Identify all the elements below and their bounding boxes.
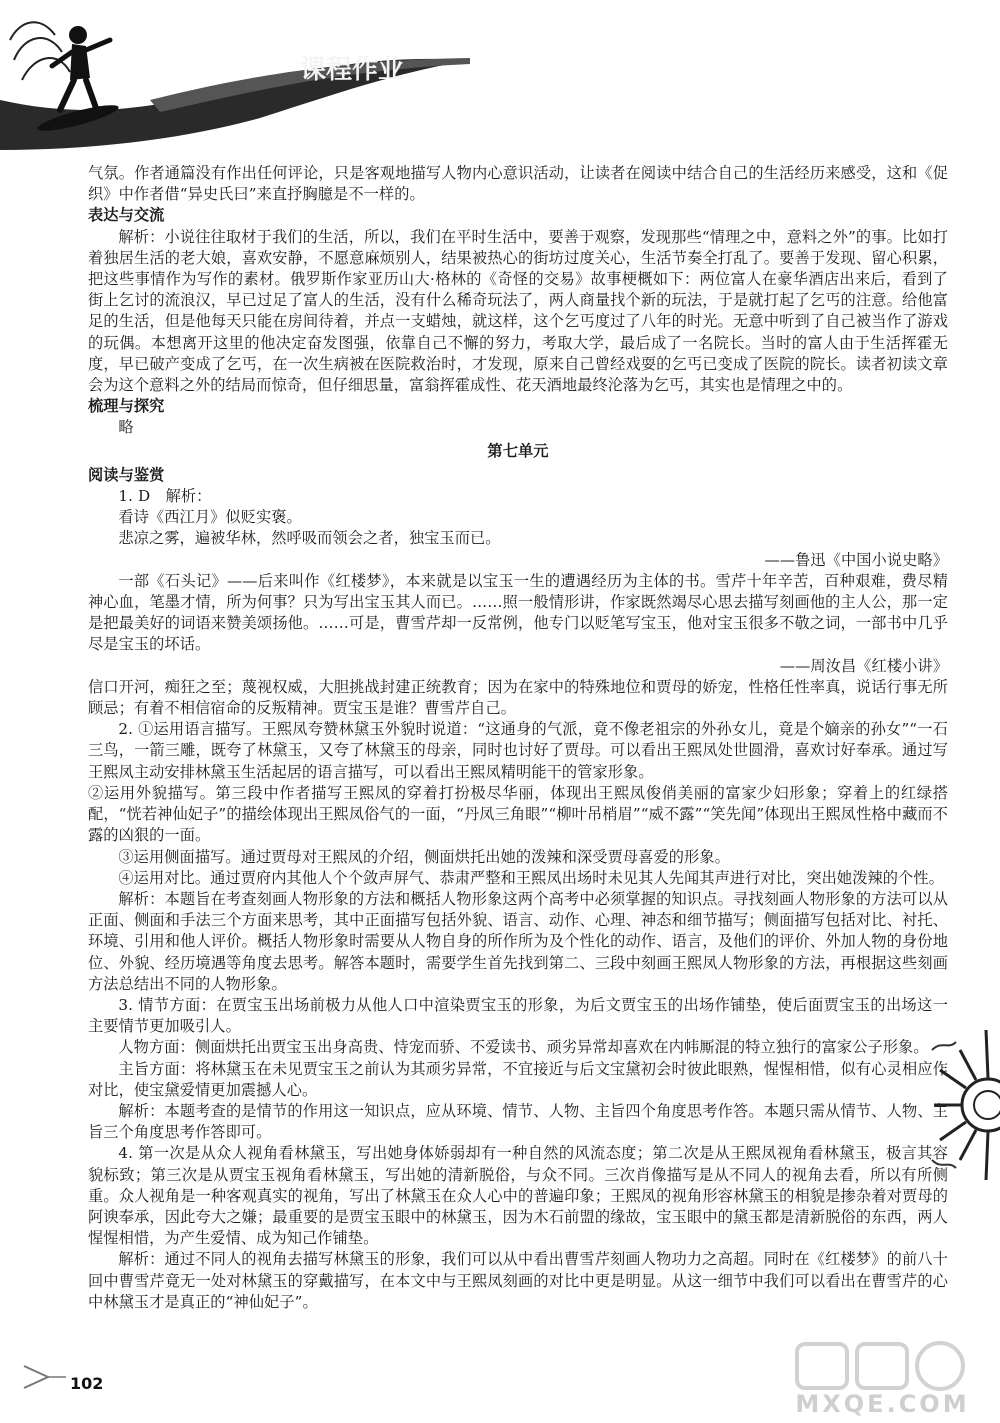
watermark-text: MXQE.COM — [795, 1390, 970, 1418]
q2-part-2: ②运用外貌描写。第三段中作者描写王熙凤的穿着打扮极尽华丽，体现出王熙凤俊俏美丽的富家少妇形象；穿着上的红绿搭配，“恍若神仙妃子”的描绘体现出王熙凤俗气的一面，“丹凤三角眼”“柳叶吊梢眉”“威不露”“笑先闻”体现出王熙凤性格中藏而不露的凶狠的一面。 — [88, 783, 948, 845]
q4-part-1: 4. 第一次是从众人视角看林黛玉，写出她身体娇弱却有一种自然的风流态度；第二次是从王熙凤视角看林黛玉，极言其容貌标致；第三次是从贾宝玉视角看林黛玉，写出她的清新脱俗，与众不同。三次肖像描写是从不同人的视角去看，所以有所侧重。众人视角是一种客观真实的视角，写出了林黛玉在众人心中的普遍印象；王熙凤的视角形容林黛玉的相貌是掺杂着对贾母的阿谀奉承，因此夸大之嫌；最重要的是贾宝玉眼中的林黛玉，因为木石前盟的缘故，宝玉眼中的黛玉都是清新脱俗的东西，两人惺惺相惜，为产生爱情、成为知己作铺垫。 — [88, 1144, 948, 1248]
expression-analysis: 解析：小说往往取材于我们的生活，所以，我们在平时生活中，要善于观察，发现那些“情理之中，意料之外”的事。比如打着独居生活的老大娘，喜欢安静，不愿意麻烦别人，结果被热心的街坊过度关心，生活节奏全打乱了。要善于发现、留心积累，把这些事情作为写作的素材。俄罗斯作家亚历山大·格林的《奇怪的交易》故事梗概如下：两位富人在豪华酒店出来后，看到了街上乞讨的流浪汉，早已过足了富人的生活，没有什么稀奇玩法了，两人商量找个新的玩法，于是就打起了乞丐的注意。给他富足的生活，但是他每天只能在房间待着，并点一支蜡烛，就这样，这个乞丐度过了八年的时光。无意中听到了自己被当作了游戏的玩偶。本想离开这里的他决定奋发图强，依靠自己不懈的努力，考取大学，最后成了一名院长。当时的富人由于生活挥霍无度，早已破产变成了乞丐，在一次生病被在医院救治时，才发现，原来自己曾经戏耍的乞丐已变成了医院的院长。读者初读文章会为这个意料之外的结局而惊奇，但仔细思量，富翁挥霍成性、花天酒地最终沦落为乞丐，其实也是情理之中的。 — [88, 227, 948, 395]
watermark-logo — [795, 1340, 970, 1392]
q3-part-2: 人物方面：侧面烘托出贾宝玉出身高贵、恃宠而骄、不爱读书、顽劣异常却喜欢在内帏厮混的特立独行的富家公子形象。 — [118, 1038, 929, 1057]
q4-analysis: 解析：通过不同人的视角去描写林黛玉的形象，我们可以从中看出曹雪芹刻画人物功力之高超。同时在《红楼梦》的前八十回中曹雪芹竟无一处对林黛玉的穿戴描写，在本文中与王熙凤刻画的对比中更是明显。从这一细节中我们可以看出在曹雪芹的心中林黛玉才是真正的“神仙妃子”。 — [88, 1250, 948, 1311]
section-title-expression: 表达与交流 — [88, 206, 165, 225]
intro-paragraph: 气氛。作者通篇没有作出任何评论，只是客观地描写人物内心意识活动，让读者在阅读中结合自己的生活经历来感受，这和《促织》中作者借“异史氏曰”来直抒胸臆是不一样的。 — [88, 164, 948, 204]
q1-head: 1. D 解析： — [118, 487, 212, 506]
section-title-reading: 阅读与鉴赏 — [88, 465, 165, 484]
q1-citation-2: ——周汝昌《红楼小讲》 — [779, 656, 948, 675]
q1-citation-1: ——鲁迅《中国小说史略》 — [764, 550, 948, 569]
watermark — [770, 1340, 995, 1420]
wave-line — [14, 38, 62, 60]
q1-conclusion: 信口开河，痴狂之至；蔑视权威，大胆挑战封建正统教育；因为在家中的特殊地位和贾母的娇宠，性格任性率真，说话行事无所顾忌；有着不相信宿命的反叛精神。贾宝玉是谁？曹雪芹自己。 — [88, 677, 948, 718]
page-arrow-icon — [22, 1362, 68, 1392]
q1-line1: 看诗《西江月》似贬实褒。 — [118, 508, 302, 527]
banner-title: 课程作业 — [300, 55, 405, 85]
wave-line — [10, 22, 55, 40]
main-content — [88, 163, 948, 1313]
review-content: 略 — [118, 418, 134, 437]
q1-quote-paragraph: 一部《石头记》——后来叫作《红楼梦》，本来就是以宝玉一生的遭遇经历为主体的书。雪芹十年辛苦，百种艰难，费尽精神心血，笔墨才情，所为何事？只为写出宝玉其人而已。……照一般情形讲，作家既然竭尽心思去描写刻画他的主人公，那一定是把最美好的词语来赞美颂扬他。……可是，曹雪芹却一反常例，他专门以贬笔写宝玉，他对宝玉很多不敬之词，一部书中几乎尽是宝玉的坏话。 — [88, 571, 948, 654]
page-number: 102 — [70, 1374, 104, 1393]
section-title-review: 梳理与探究 — [88, 397, 165, 416]
q1-line2: 悲凉之雾，遍被华林，然呼吸而领会之者，独宝玉而已。 — [118, 529, 501, 548]
unit-title: 第七单元 — [487, 441, 549, 460]
decorative-sun-icon — [928, 1010, 1000, 1200]
q2-part-4: ④运用对比。通过贾府内其他人个个敛声屏气、恭肃严整和王熙凤出场时未见其人先闻其声进行对比，突出她泼辣的个性。 — [118, 868, 944, 887]
q2-part-1: 2. ①运用语言描写。王熙凤夸赞林黛玉外貌时说道：“这通身的气派，竟不像老祖宗的外孙女儿，竟是个嫡亲的孙女”“一石三鸟，一箭三雕，既夸了林黛玉，又夸了林黛玉的母亲，同时也讨好了贾母。可以看出王熙凤处世圆滑，喜欢讨好奉承。通过写王熙凤主动安排林黛玉生活起居的语言描写，可以看出王熙凤精明能干的管家形象。 — [88, 720, 948, 781]
q2-part-3: ③运用侧面描写。通过贾母对王熙凤的介绍，侧面烘托出她的泼辣和深受贾母喜爱的形象。 — [118, 847, 730, 866]
q3-part-1: 3. 情节方面：在贾宝玉出场前极力从他人口中渲染贾宝玉的形象，为后文贾宝玉的出场作铺垫，使后面贾宝玉的出场这一主要情节更加吸引人。 — [88, 995, 948, 1036]
q3-part-3: 主旨方面：将林黛玉在未见贾宝玉之前认为其顽劣异常，不宜接近与后文宝黛初会时彼此眼熟，惺惺相惜，似有心灵相应作对比，使宝黛爱情更加震撼人心。 — [88, 1059, 948, 1099]
header-banner — [0, 0, 1000, 170]
page-header — [0, 0, 1000, 170]
q2-analysis: 解析：本题旨在考查刻画人物形象的方法和概括人物形象这两个高考中必须掌握的知识点。寻找刻画人物形象的方法可以从正面、侧面和手法三个方面来思考，其中正面描写包括外貌、语言、动作、心理、神态和细节描写；侧面描写包括对比、衬托、环境、引用和他人评价。概括人物形象时需要从人物自身的所作所为及个性化的动作、语言，及他们的评价、外加人物的身份地位、外貌、经历境遇等角度去思考。解答本题时，需要学生首先找到第二、三段中刻画王熙凤人物形象的方法，再根据这些刻画方法总结出不同的人物形象。 — [88, 889, 948, 993]
q3-analysis: 解析：本题考查的是情节的作用这一知识点，应从环境、情节、人物、主旨四个角度思考作答。本题只需从情节、人物、主旨三个角度思考作答即可。 — [88, 1101, 948, 1142]
